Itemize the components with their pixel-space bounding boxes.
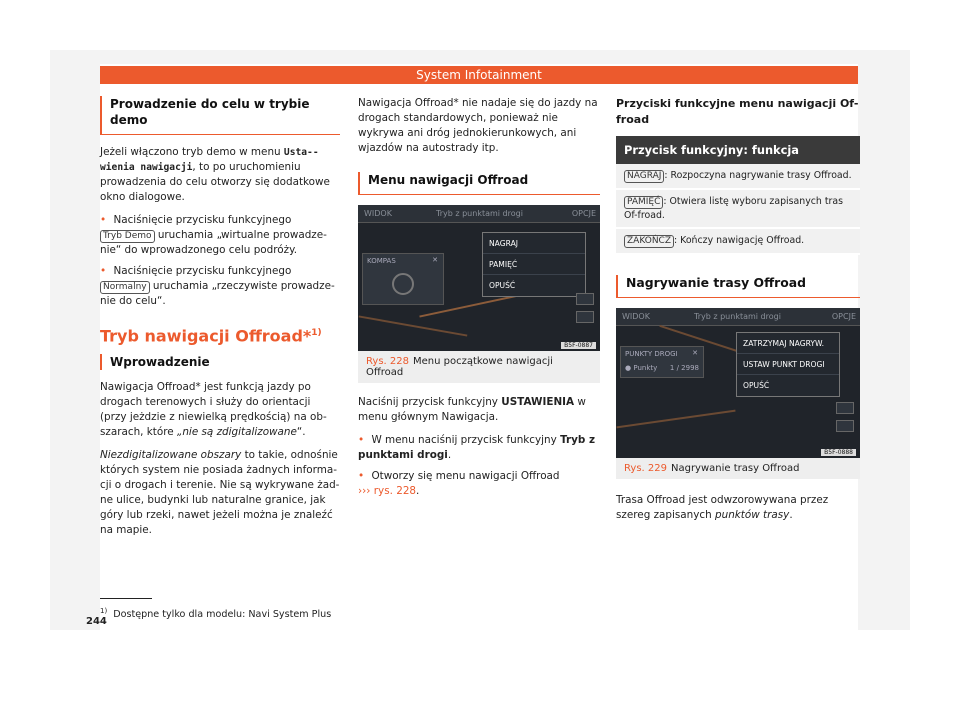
page-header: System Infotainment [100, 66, 858, 84]
record-menu [736, 332, 840, 397]
text: . [789, 509, 793, 521]
figure-caption [616, 458, 860, 479]
text: punktów trasy [715, 509, 790, 521]
waypoints-count: 1 / 2998 [669, 364, 699, 372]
intro-paragraph-1 [100, 380, 340, 440]
key-nagraj: NAGRAJ [624, 170, 664, 183]
text: Niezdigitalizowane obszary [100, 449, 242, 462]
text: Tryb nawigacji Offroad* [100, 326, 312, 346]
text: . [416, 485, 420, 497]
tab-widok[interactable]: WIDOK [622, 312, 650, 321]
text: Otworzy się menu nawigacji Offroad [371, 470, 560, 482]
row-text: : Rozpoczyna nagrywanie trasy Offroad. [664, 170, 852, 181]
text: Trasa Offroad jest odwzorowywana przez szereg zapisanych [616, 494, 829, 521]
map-button[interactable] [576, 311, 594, 323]
map-button[interactable] [836, 420, 854, 432]
figure-code: B5F-0888 [821, 449, 856, 456]
heading-demo: Prowadzenie do celu w trybie demo [100, 96, 340, 135]
text: Naciśnięcie przycisku funkcyjnego [113, 214, 292, 226]
bullet-menu-opens [358, 469, 600, 499]
column-middle [358, 96, 600, 505]
menu-item-stop-recording[interactable]: ZATRZYMAJ NAGRYW. [737, 333, 839, 354]
figure-code: B5F-0887 [561, 342, 596, 349]
figure-229 [616, 308, 860, 479]
footnote-mark: 1) [100, 607, 108, 615]
map-road [359, 315, 468, 336]
waypoints-label: Punkty [633, 364, 658, 372]
tab-waypoint-mode[interactable]: Tryb z punktami drogi [694, 312, 781, 321]
waypoints-panel [620, 346, 704, 378]
caption-text: Menu początkowe nawigacji Offroad [366, 356, 553, 378]
heading-offroad-menu: Menu nawigacji Offroad [358, 172, 600, 195]
heading-record-route: Nagrywanie trasy Offroad [616, 275, 860, 298]
waypoints-row: ● Punkty 1 / 2998 [625, 364, 699, 372]
intro-paragraph-2 [100, 448, 340, 538]
offroad-menu [482, 232, 586, 297]
tab-opcje[interactable]: OPCJE [831, 312, 856, 321]
text: to takie, odnośnie których system nie posiada żadnych informa-cji o drogach i terenie. Nie są wykrywane żad-ne ulice, budynki lub naturalne granice, jak góry lub rzeki, nawet jeżeli można je znaleźć na mapie. [100, 449, 340, 537]
compass-icon [392, 273, 414, 295]
key-zakoncz: ZAKOŃCZ [624, 235, 674, 248]
table-header: Przycisk funkcyjny: funkcja [616, 136, 860, 164]
figure-caption [358, 351, 600, 383]
text: w menu głównym Nawigacja. [358, 396, 586, 423]
record-paragraph [616, 493, 860, 523]
text: Jeżeli włączono tryb demo w menu [100, 146, 284, 158]
page-number: 244 [86, 616, 107, 627]
heading-offroad [100, 323, 340, 346]
tab-waypoint-mode[interactable]: Tryb z punktami drogi [436, 209, 523, 218]
text: uruchamia „rzeczywiste prowadze-nie do celu“. [100, 280, 335, 307]
text: “. [296, 426, 306, 439]
table-row [616, 164, 860, 190]
map-road [616, 410, 735, 429]
table-row [616, 229, 860, 255]
menu-item-set-waypoint[interactable]: USTAW PUNKT DROGI [737, 354, 839, 375]
nav-bar [358, 205, 600, 223]
text: uruchamia „wirtualne prowadze-nie“ do wprowadzonego celu podróży. [100, 229, 327, 256]
panel-title: KOMPAS [367, 257, 396, 265]
menu-item-opusc[interactable]: OPUŚĆ [743, 381, 770, 390]
offroad-limits-paragraph: Nawigacja Offroad* nie nadaje się do jazdy na drogach standardowych, ponieważ nie wykrywa ani dróg jednokierunkowych, ani wjazdów na autostrady itp. [358, 97, 598, 154]
text: Tryb z punktami drogi [358, 434, 596, 461]
footnote-divider [100, 598, 152, 599]
nav-bar [616, 308, 860, 326]
menu-item-opusc[interactable]: OPUŚĆ [489, 281, 516, 290]
text: Naciśnij przycisk funkcyjny [358, 396, 502, 408]
bullet-normal-mode [100, 264, 340, 309]
bullet-waypoint-mode [358, 433, 600, 463]
text: Naciśnięcie przycisku funkcyjnego [113, 265, 292, 277]
text: , to po uruchomieniu prowadzenia do celu otworzy się dodatkowe okno dialogowe. [100, 161, 330, 203]
close-icon[interactable]: ✕ [692, 349, 698, 357]
close-icon[interactable]: ✕ [432, 256, 438, 264]
text: W menu naciśnij przycisk funkcyjny [371, 434, 561, 446]
map-button[interactable] [836, 402, 854, 414]
tab-opcje[interactable]: OPCJE [571, 209, 596, 218]
settings-paragraph [358, 395, 600, 425]
text: Nawigacja Offroad* jest funkcją jazdy po drogach terenowych i służy do orientacji (przy jeżdzie z niewielką prędkością) na ob-szarach, które [100, 381, 327, 439]
key-pamiec: PAMIĘĆ [624, 196, 663, 209]
panel-title: PUNKTY DROGI [625, 350, 678, 358]
heading-function-buttons: Przyciski funkcyjne menu nawigacji Of-froad [616, 97, 859, 126]
footnote-text: Dostępne tylko dla modelu: Navi System Plus [113, 609, 332, 621]
key-tryb-demo: Tryb Demo [100, 230, 155, 243]
screen-offroad-menu [358, 205, 600, 351]
map-button[interactable] [576, 293, 594, 305]
key-normalny: Normalny [100, 281, 150, 294]
caption-text: Nagrywanie trasy Offroad [670, 463, 800, 474]
row-text: : Kończy nawigację Offroad. [674, 235, 805, 246]
table-row [616, 190, 860, 229]
column-left [100, 96, 340, 546]
heading-intro: Wprowadzenie [100, 354, 340, 370]
menu-path: Usta-wienia nawigacji [100, 147, 319, 173]
column-right [616, 96, 860, 531]
screen-record-route [616, 308, 860, 458]
text: „nie są zdigitalizowane [176, 426, 297, 439]
figure-228 [358, 205, 600, 383]
row-text: : Otwiera listę wyboru zapisanych tras Of-froad. [624, 196, 843, 221]
menu-item-pamiec[interactable]: PAMIĘĆ [483, 254, 585, 275]
footnote-ref: 1) [311, 328, 322, 338]
tab-widok[interactable]: WIDOK [364, 209, 392, 218]
menu-item-nagraj[interactable]: NAGRAJ [483, 233, 585, 254]
text: USTAWIENIA [501, 396, 575, 408]
text: . [447, 449, 452, 461]
compass-panel [362, 253, 444, 305]
caption-number: Rys. 228 [366, 356, 409, 367]
caption-number: Rys. 229 [624, 463, 667, 474]
bullet-demo-mode [100, 213, 340, 258]
footnote [100, 607, 331, 620]
figure-reference-link[interactable]: ››› rys. 228 [358, 485, 417, 497]
demo-paragraph [100, 145, 340, 205]
